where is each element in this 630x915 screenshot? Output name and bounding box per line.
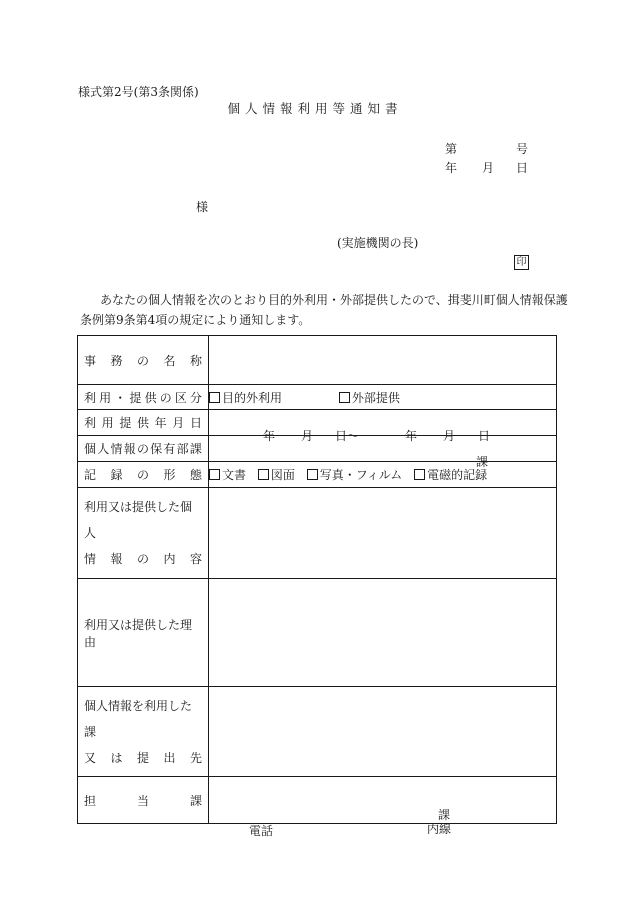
staff-section-suffix: 課 bbox=[438, 808, 451, 822]
checkbox-icon[interactable] bbox=[339, 392, 350, 403]
date-month-2: 月 bbox=[443, 428, 456, 443]
value-category bbox=[209, 385, 557, 410]
row-date bbox=[78, 410, 557, 436]
checkbox-icon[interactable] bbox=[307, 469, 318, 480]
label-reason-text: 利用又は提供した理由 bbox=[84, 617, 193, 649]
row-info-content bbox=[78, 488, 557, 579]
number-suffix: 号 bbox=[516, 142, 529, 156]
row-category bbox=[78, 385, 557, 410]
label-record-format bbox=[78, 462, 209, 488]
label-reason bbox=[78, 579, 209, 687]
value-department[interactable] bbox=[209, 436, 557, 469]
label-staff-text: 担 当 課 bbox=[84, 793, 202, 808]
checkbox-icon[interactable] bbox=[209, 469, 220, 480]
label-recipient bbox=[78, 687, 209, 777]
addressee-suffix: 様 bbox=[196, 200, 209, 214]
staff-phone-label: 電話 bbox=[249, 824, 274, 838]
seal-mark: 印 bbox=[514, 255, 529, 270]
date-month: 月 bbox=[301, 428, 314, 443]
row-reason bbox=[78, 579, 557, 687]
value-reason[interactable] bbox=[209, 579, 557, 687]
date-year-2: 年 bbox=[405, 428, 418, 443]
label-date bbox=[78, 410, 209, 436]
checkbox-icon[interactable] bbox=[258, 469, 269, 480]
date-day-from: 日～ bbox=[335, 428, 360, 443]
year-label: 年 bbox=[445, 161, 458, 175]
row-office-name bbox=[78, 336, 557, 385]
label-department-text: 個 人 情 報 の 保 有 部 課 bbox=[84, 442, 202, 456]
option-document[interactable]: 文書 bbox=[209, 466, 246, 483]
label-record-format-text: 記 録 の 形 態 bbox=[84, 468, 202, 482]
form-reference: 様式第2号(第3条関係) bbox=[78, 85, 199, 99]
row-recipient bbox=[78, 687, 557, 777]
value-date[interactable] bbox=[209, 410, 557, 443]
option-external-provision[interactable]: 外部提供 bbox=[339, 389, 400, 406]
value-staff[interactable] bbox=[209, 777, 557, 838]
option-photo-film[interactable]: 写真・フィルム bbox=[307, 466, 403, 483]
label-office-name bbox=[78, 336, 209, 385]
department-suffix: 課 bbox=[476, 454, 489, 469]
option-drawing[interactable]: 図面 bbox=[258, 466, 295, 483]
notification-table bbox=[77, 335, 557, 838]
label-department bbox=[78, 436, 209, 462]
label-date-text: 利 用 提 供 年 月 日 bbox=[84, 416, 202, 430]
checkbox-icon[interactable] bbox=[414, 469, 425, 480]
label-category-text: 利 用 ・ 提 供 の 区 分 bbox=[84, 390, 202, 405]
value-office-name[interactable] bbox=[209, 336, 557, 385]
intro-text: あなたの個人情報を次のとおり目的外利用・外部提供したので、揖斐川町個人情報保護条例第9条第4項の規定により通知します。 bbox=[80, 293, 568, 327]
staff-extension-label: 内線 bbox=[427, 822, 452, 836]
value-info-content[interactable] bbox=[209, 488, 557, 579]
label-category bbox=[78, 385, 209, 410]
label-recipient-line2: 又 は 提 出 先 bbox=[84, 750, 202, 765]
date-year: 年 bbox=[263, 428, 276, 443]
checkbox-icon[interactable] bbox=[209, 392, 220, 403]
label-info-content bbox=[78, 488, 209, 579]
month-label: 月 bbox=[482, 161, 495, 175]
number-label: 第 bbox=[445, 142, 458, 156]
label-recipient-line1: 個人情報を利用した課 bbox=[84, 698, 193, 739]
option-electronic-record[interactable]: 電磁的記録 bbox=[414, 466, 487, 483]
issuer-label: (実施機関の長) bbox=[337, 236, 419, 250]
label-info-content-line1: 利用又は提供した個人 bbox=[84, 500, 193, 540]
value-recipient[interactable] bbox=[209, 687, 557, 777]
date-day-2: 日 bbox=[478, 428, 491, 443]
day-label: 日 bbox=[516, 161, 529, 175]
option-internal-use[interactable]: 目的外利用 bbox=[209, 389, 325, 406]
label-staff bbox=[78, 777, 209, 824]
document-title: 個人情報利用等通知書 bbox=[227, 101, 403, 116]
label-office-name-text: 事 務 の 名 称 bbox=[84, 353, 202, 368]
label-info-content-line2: 情 報 の 内 容 bbox=[84, 552, 202, 566]
row-staff bbox=[78, 777, 557, 824]
value-record-format bbox=[209, 462, 557, 488]
